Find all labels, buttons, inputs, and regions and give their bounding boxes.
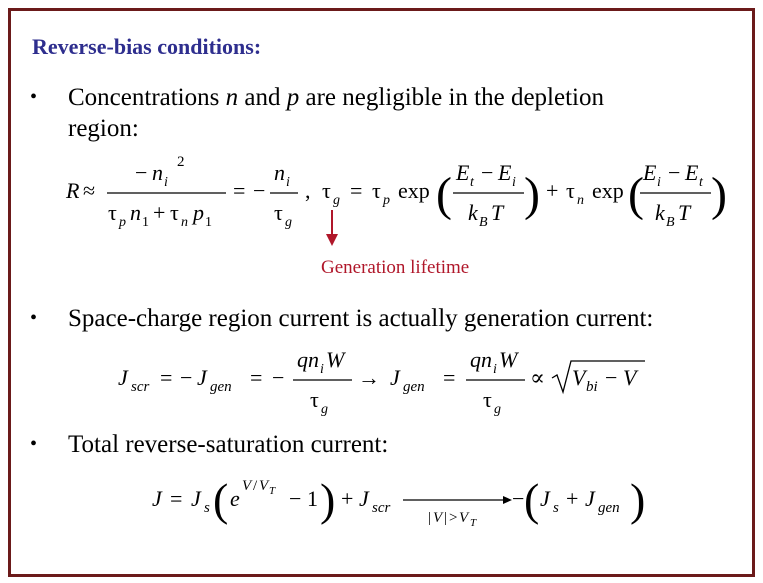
svg-text:−: − (272, 365, 285, 390)
svg-text:p: p (119, 215, 126, 230)
equation-total-current (152, 474, 645, 529)
svg-text:n: n (130, 200, 141, 225)
svg-text:τ: τ (108, 200, 117, 225)
var-n: n (225, 84, 239, 111)
svg-text:qn: qn (297, 347, 319, 372)
svg-text:=: = (350, 178, 363, 203)
svg-text:J: J (359, 486, 369, 511)
svg-text:k: k (655, 200, 665, 225)
svg-text:−: − (605, 365, 618, 390)
svg-text:W: W (326, 347, 345, 372)
svg-text:−: − (135, 160, 148, 185)
svg-text:|: | (444, 510, 448, 526)
svg-text:J: J (191, 486, 201, 511)
svg-text:−: − (668, 160, 681, 185)
svg-text:): ) (320, 474, 336, 525)
equation-scr-current (118, 347, 645, 417)
svg-text:gen: gen (210, 379, 232, 395)
svg-text:τ: τ (483, 387, 492, 412)
svg-text:V: V (242, 478, 252, 494)
svg-text:>: > (449, 510, 458, 526)
svg-text:gen: gen (598, 500, 620, 516)
svg-text:n: n (274, 160, 285, 185)
svg-text:bi: bi (586, 379, 598, 395)
svg-text:=: = (250, 365, 263, 390)
svg-text:τ: τ (372, 178, 381, 203)
svg-text:s: s (204, 500, 210, 516)
svg-text:|: | (428, 510, 432, 526)
svg-text:T: T (269, 485, 276, 497)
svg-text:n: n (181, 215, 188, 230)
svg-text:=: = (160, 365, 173, 390)
svg-text:+: + (153, 200, 166, 225)
svg-text:): ) (711, 168, 727, 221)
svg-text:n: n (152, 160, 163, 185)
svg-text:−: − (512, 486, 525, 511)
svg-text:τ: τ (310, 387, 319, 412)
svg-text:J: J (152, 486, 162, 511)
svg-text:p: p (383, 193, 390, 208)
svg-text:E: E (643, 160, 657, 185)
svg-text:p: p (193, 200, 204, 225)
svg-text:−: − (180, 365, 193, 390)
svg-text:scr: scr (131, 379, 150, 395)
svg-text:g: g (333, 193, 340, 208)
svg-text:E: E (498, 160, 512, 185)
svg-text:τ: τ (566, 178, 575, 203)
bullet-marker: • (30, 86, 38, 108)
text-part: are negligible in the depletion (299, 84, 604, 111)
svg-text:−: − (481, 160, 494, 185)
svg-text:t: t (470, 175, 474, 190)
svg-text:g: g (494, 402, 501, 417)
var-p: p (286, 84, 300, 111)
svg-text:J: J (118, 365, 128, 390)
svg-text:T: T (678, 200, 691, 225)
svg-text:(: ( (436, 168, 452, 221)
svg-text:scr: scr (372, 500, 391, 516)
generation-lifetime-label: Generation lifetime (321, 257, 470, 278)
svg-text:i: i (164, 175, 168, 190)
svg-text:i: i (493, 362, 497, 377)
svg-text:e: e (230, 486, 240, 511)
bullet-text: Total reverse-saturation current: (68, 431, 389, 458)
svg-text:i: i (320, 362, 324, 377)
svg-text:−: − (289, 486, 302, 511)
equation-recombination-rate (65, 154, 727, 230)
svg-text:g: g (285, 215, 292, 230)
text-part: and (238, 84, 287, 111)
svg-text:qn: qn (470, 347, 492, 372)
svg-text:J: J (390, 365, 400, 390)
svg-text:J: J (197, 365, 207, 390)
svg-text:R: R (66, 178, 80, 203)
svg-text:T: T (491, 200, 504, 225)
svg-text:n: n (577, 193, 584, 208)
svg-text:V: V (259, 478, 269, 494)
svg-text:W: W (499, 347, 518, 372)
svg-text:,: , (305, 178, 311, 203)
svg-text:s: s (553, 500, 559, 516)
svg-text:V: V (572, 365, 586, 390)
svg-text:exp: exp (592, 178, 624, 203)
svg-text:): ) (630, 474, 646, 525)
svg-text:V: V (459, 510, 469, 526)
svg-text:τ: τ (274, 200, 283, 225)
svg-text:E: E (456, 160, 470, 185)
svg-text:(: ( (213, 474, 229, 525)
svg-text:T: T (470, 517, 477, 529)
arrow-down-icon (326, 210, 338, 246)
svg-text:1: 1 (307, 486, 318, 511)
svg-text:i: i (286, 175, 290, 190)
svg-text:k: k (468, 200, 478, 225)
svg-text:V: V (623, 365, 637, 390)
svg-text:t: t (699, 175, 703, 190)
svg-text:B: B (479, 215, 488, 230)
slide-title: Reverse-bias conditions: (32, 34, 262, 59)
svg-text:1: 1 (205, 215, 212, 230)
svg-text:J: J (585, 486, 595, 511)
svg-text:gen: gen (403, 379, 425, 395)
svg-text:=: = (443, 365, 456, 390)
bullet-marker: • (30, 433, 38, 455)
text-part: Concentrations (68, 84, 226, 111)
svg-text:=: = (170, 486, 183, 511)
svg-text:J: J (540, 486, 550, 511)
bullet-marker: • (30, 307, 38, 329)
svg-text:∝: ∝ (530, 365, 545, 390)
svg-text:1: 1 (142, 215, 149, 230)
svg-text:+: + (546, 178, 559, 203)
svg-text:τ: τ (322, 178, 331, 203)
svg-text:E: E (685, 160, 699, 185)
svg-text:τ: τ (170, 200, 179, 225)
svg-text:B: B (666, 215, 675, 230)
svg-text:−: − (253, 178, 266, 203)
svg-text:g: g (321, 402, 328, 417)
bullet-text-line2: region: (68, 115, 139, 142)
svg-text:): ) (524, 168, 540, 221)
svg-text:(: ( (628, 168, 644, 221)
svg-text:i: i (512, 175, 516, 190)
svg-text:(: ( (524, 474, 540, 525)
svg-text:exp: exp (398, 178, 430, 203)
bullet-text: Space-charge region current is actually generation current: (68, 305, 654, 332)
svg-text:+: + (341, 486, 354, 511)
svg-text:/: / (253, 478, 258, 494)
svg-text:i: i (657, 175, 661, 190)
svg-text:→: → (358, 365, 380, 390)
svg-text:2: 2 (177, 154, 185, 170)
svg-text:=: = (233, 178, 246, 203)
svg-text:+: + (566, 486, 579, 511)
svg-text:≈: ≈ (83, 178, 96, 203)
svg-text:V: V (433, 510, 443, 526)
